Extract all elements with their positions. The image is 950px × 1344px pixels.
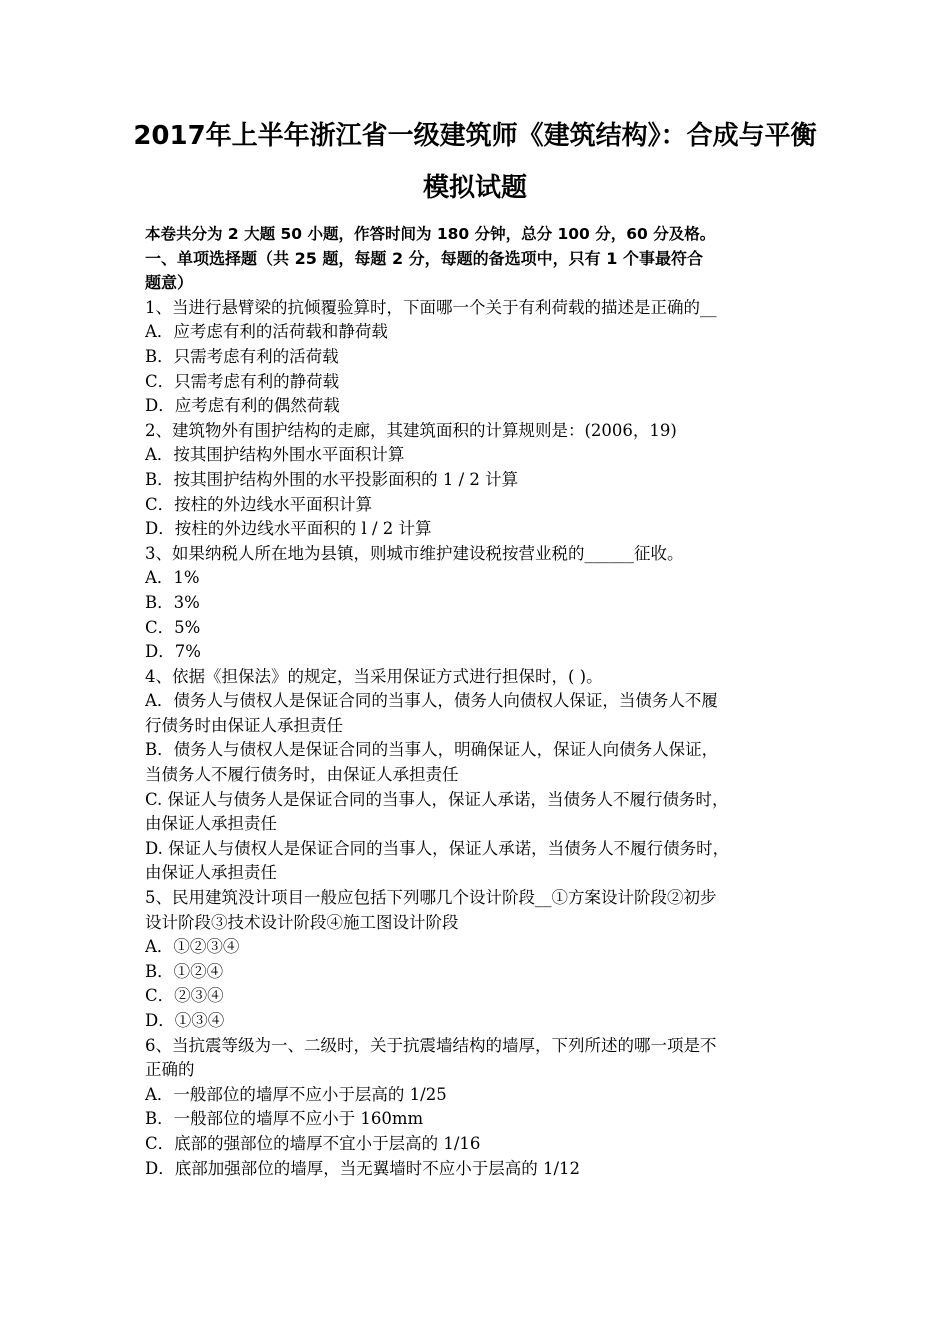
exam-intro: 本卷共分为 2 大题 50 小题，作答时间为 180 分钟，总分 100 分，60 分及格。 <box>145 225 716 243</box>
answer-option: C．②③④ <box>145 986 224 1006</box>
question-stem: 6、当抗震等级为一、二级时，关于抗震墙结构的墙厚，下列所述的哪一项是不 <box>145 1035 717 1055</box>
question-stem: 3、如果纳税人所在地为县镇，则城市维护建设税按营业税的______征收。 <box>145 543 684 563</box>
answer-option: D. 保证人与债权人是保证合同的当事人，保证人承诺，当债务人不履行债务时， <box>145 838 730 858</box>
question-stem: 5、民用建筑没计项目一般应包括下列哪几个设计阶段__①方案设计阶段②初步 <box>145 888 717 908</box>
question-item <box>145 296 810 419</box>
document-body <box>145 222 810 1181</box>
question-stem: 2、建筑物外有围护结构的走廊，其建筑面积的计算规则是：(2006，19) <box>145 420 677 440</box>
answer-option: D．7% <box>145 642 201 662</box>
answer-option: 由保证人承担责任 <box>145 814 277 834</box>
answer-option: B．①②④ <box>145 961 224 981</box>
question-list <box>145 296 810 1181</box>
section-heading-continued: 题意） <box>145 273 194 293</box>
answer-option: 由保证人承担责任 <box>145 863 277 883</box>
question-stem: 设计阶段③技术设计阶段④施工图设计阶段 <box>145 912 459 932</box>
answer-option: C．底部的强部位的墙厚不宜小于层高的 1/16 <box>145 1133 481 1153</box>
question-item <box>145 419 810 542</box>
answer-option: A．1% <box>145 568 200 588</box>
answer-option: B．只需考虑有利的活荷载 <box>145 346 339 366</box>
document-title: 2017年上半年浙江省一级建筑师《建筑结构》：合成与平衡 <box>133 121 817 151</box>
answer-option: A．按其围护结构外围水平面积计算 <box>145 445 405 465</box>
answer-option: B．一般部位的墙厚不应小于 160mm <box>145 1109 424 1129</box>
answer-option: D．①③④ <box>145 1011 225 1030</box>
question-item <box>145 542 810 665</box>
answer-option: D．按柱的外边线水平面积的 l / 2 计算 <box>145 519 432 539</box>
question-stem: 正确的 <box>145 1060 195 1080</box>
answer-option: A．一般部位的墙厚不应小于层高的 1/25 <box>145 1084 447 1104</box>
question-item <box>145 886 810 1034</box>
question-stem: 1、当进行悬臂梁的抗倾覆验算时，下面哪一个关于有利荷载的描述是正确的__ <box>145 297 717 317</box>
answer-option: C. 保证人与债务人是保证合同的当事人，保证人承诺，当债务人不履行债务时， <box>145 789 729 809</box>
answer-option: C．只需考虑有利的静荷载 <box>145 371 340 391</box>
answer-option: 当债务人不履行债务时，由保证人承担责任 <box>145 765 459 785</box>
question-stem: 4、依据《担保法》的规定，当采用保证方式进行担保时，( )。 <box>145 666 603 686</box>
answer-option: D．底部加强部位的墙厚，当无翼墙时不应小于层高的 1/12 <box>145 1158 581 1178</box>
answer-option: 行债务时由保证人承担责任 <box>145 715 343 735</box>
question-item <box>145 1034 810 1182</box>
answer-option: A．①②③④ <box>145 937 240 957</box>
answer-option: B．按其围护结构外围的水平投影面积的 1 / 2 计算 <box>145 469 519 489</box>
answer-option: A．债务人与债权人是保证合同的当事人，债务人向债权人保证，当债务人不履 <box>145 691 718 711</box>
answer-option: B．3% <box>145 592 200 612</box>
answer-option: C．5% <box>145 617 201 637</box>
answer-option: D．应考虑有利的偶然荷载 <box>145 396 340 416</box>
document-subtitle: 模拟试题 <box>422 173 527 203</box>
answer-option: C．按柱的外边线水平面积计算 <box>145 494 373 514</box>
answer-option: A．应考虑有利的活荷载和静荷载 <box>145 322 388 342</box>
question-item <box>145 665 810 886</box>
section-heading: 一、单项选择题（共 25 题，每题 2 分，每题的备选项中，只有 1 个事最符合 <box>145 248 703 268</box>
answer-option: B．债务人与债权人是保证合同的当事人，明确保证人，保证人向债务人保证， <box>145 740 719 760</box>
